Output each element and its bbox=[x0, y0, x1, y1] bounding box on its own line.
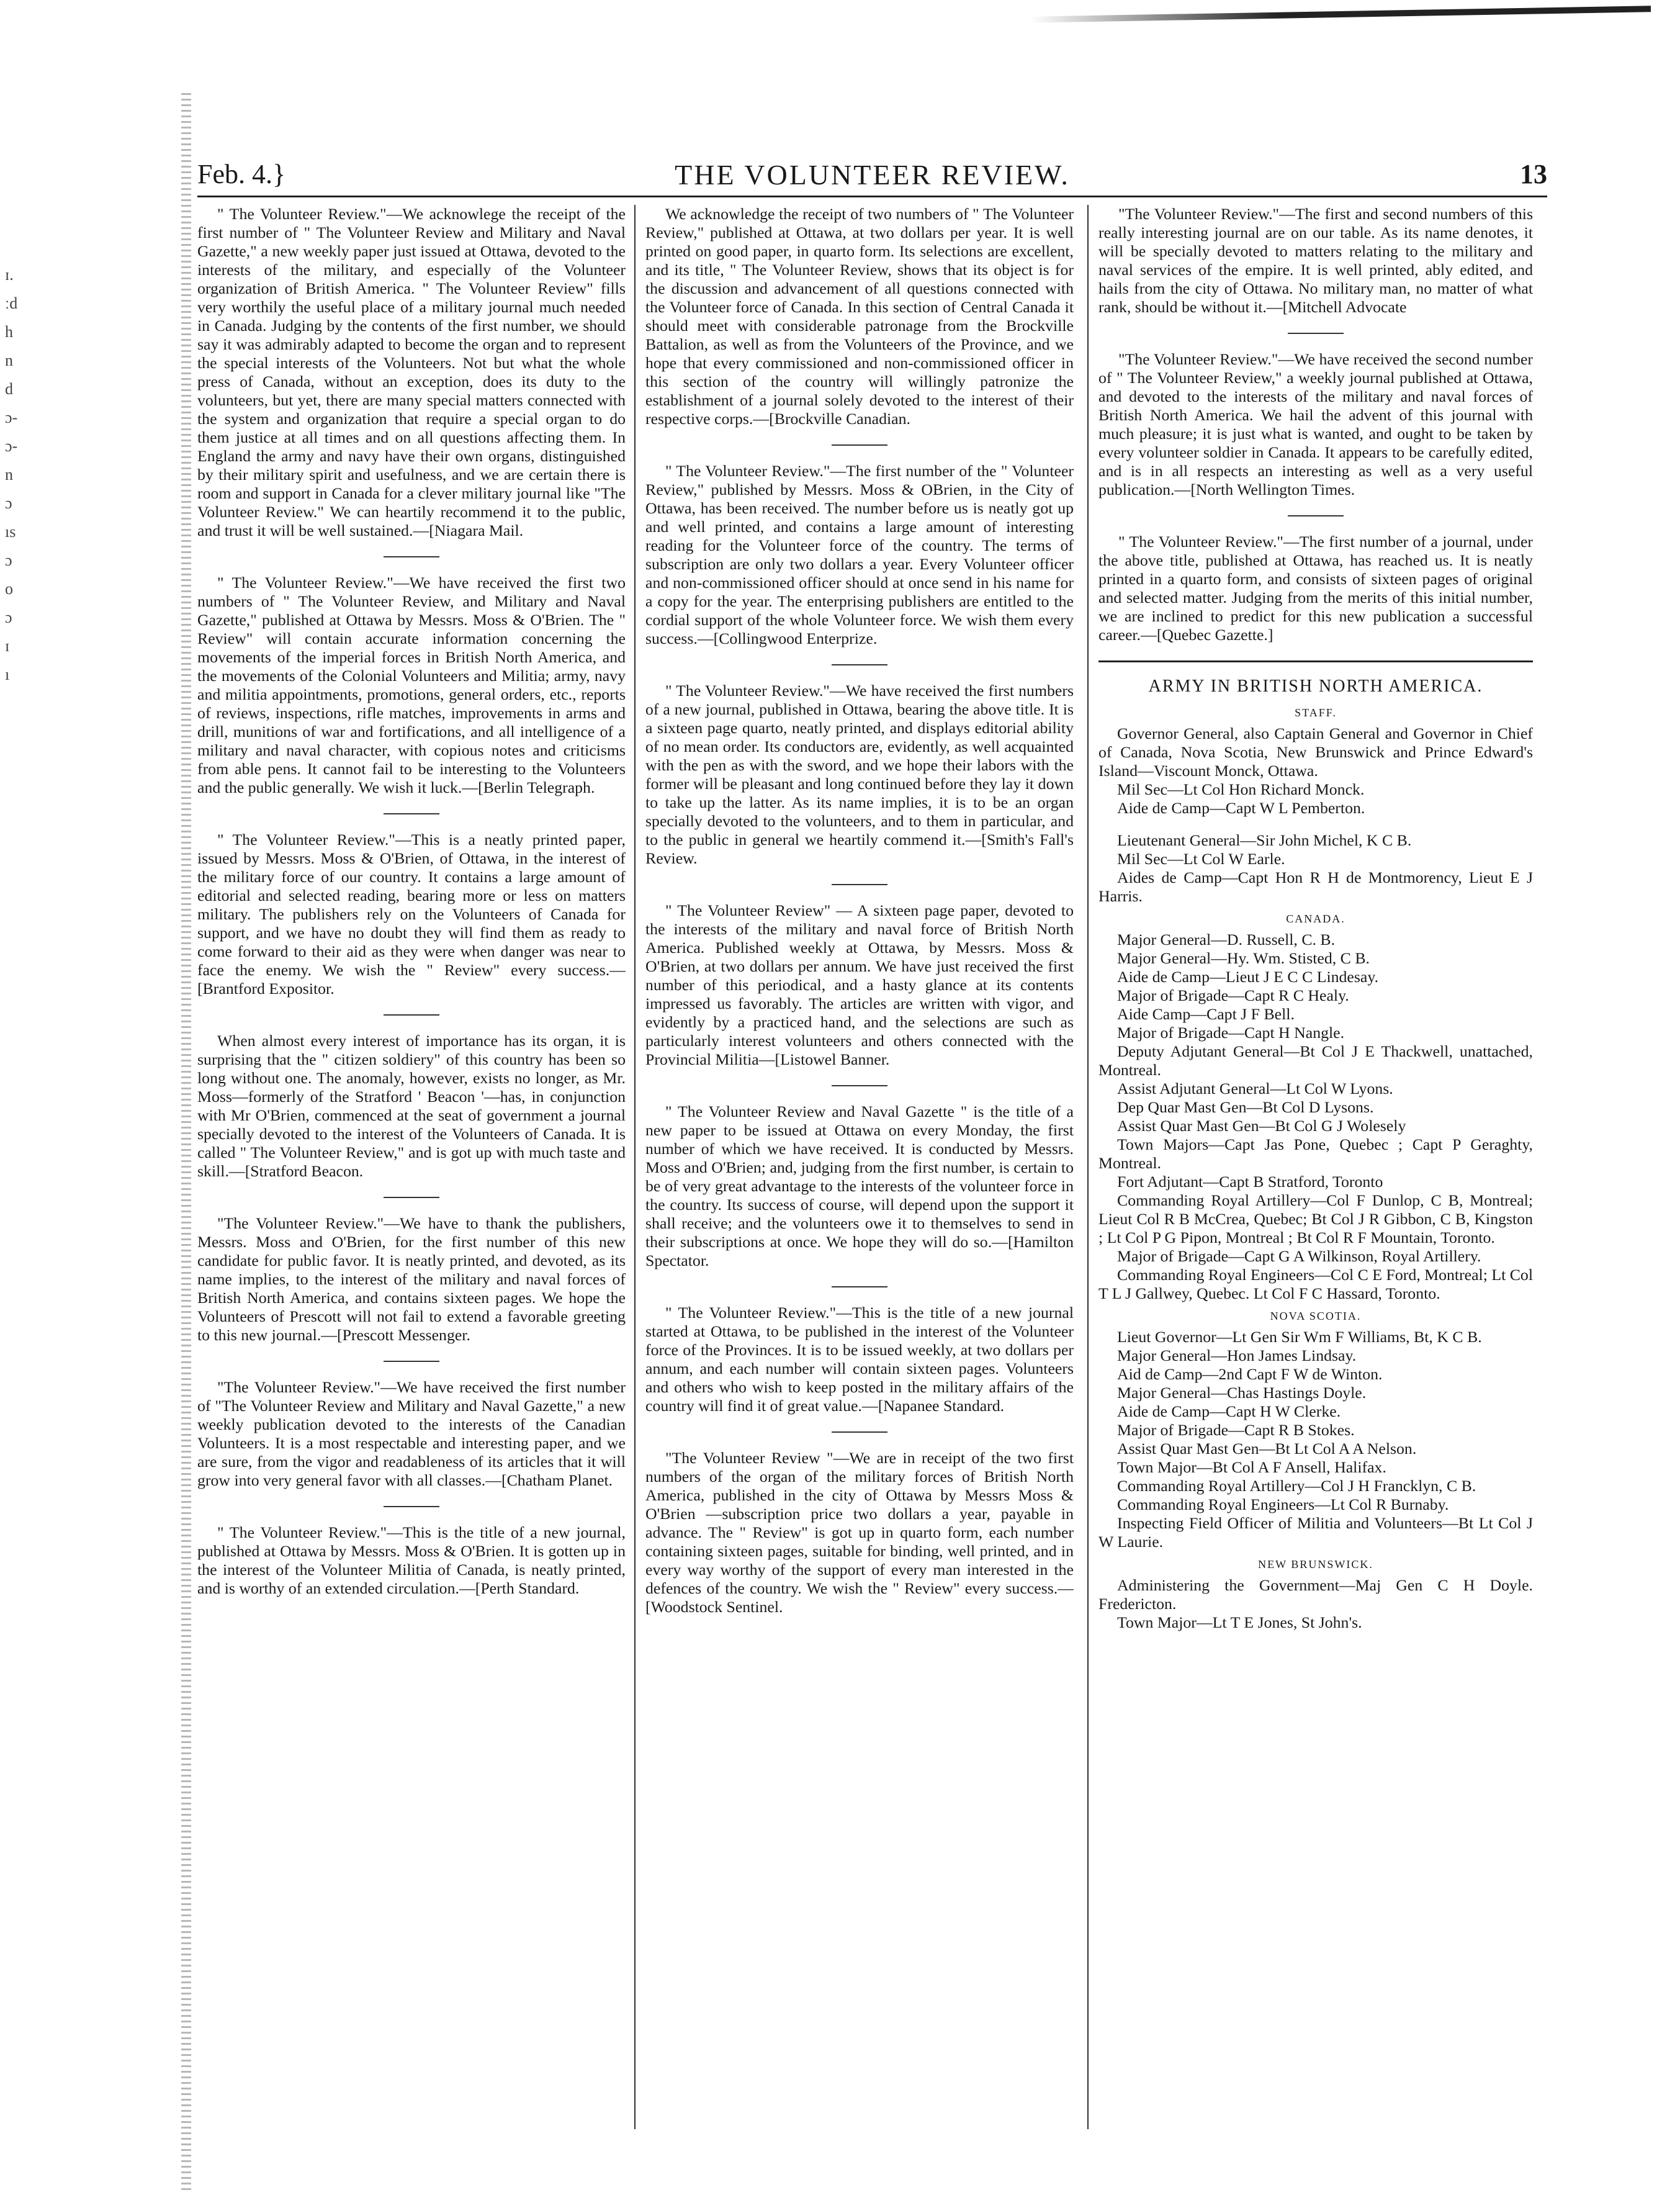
notice-separator bbox=[1288, 515, 1344, 516]
notice-paragraph bbox=[1098, 533, 1533, 644]
army-section-title: ARMY IN BRITISH NORTH AMERICA. bbox=[1148, 677, 1483, 696]
press-notice bbox=[645, 462, 1074, 648]
column-rule-2 bbox=[1087, 205, 1089, 2129]
margin-mark: ɪ. bbox=[5, 266, 14, 284]
column-one bbox=[197, 205, 626, 2148]
notice-separator bbox=[384, 556, 439, 557]
notice-paragraph bbox=[645, 1304, 1074, 1415]
notice-text: " The Volunteer Review."—This is a neatly printed paper, issued by Messrs. Moss & O'Brien, of Ottawa, in the interest of the military force of our country. It contains a large amount of editorial and selected reading, bearing more or less on matters military. The publishers rely on the Volunteers of Canada for support, and we have no doubt they will find them as ready to come forward to their aid as they were when danger was near to face the enemy. We wish the " Review" every success. bbox=[197, 831, 626, 979]
army-subheading: NEW BRUNSWICK. bbox=[1258, 1558, 1373, 1571]
margin-mark: ɔ bbox=[5, 494, 12, 512]
notice-source: —[Niagara Mail. bbox=[413, 521, 524, 539]
notice-text: We acknowledge the receipt of two numbers of " The Volunteer Review," published at Ottawa, at two dollars per year. It is well printed on good paper, in quarto form. Its selections are excellent, and its title, " The Volunteer Review, shows that its object is for the discussion and advancement of all questions connected with the Volunteer force of Canada. In this section of Central Canada it should meet with considerable patronage from the Brockville Battalion, as well as from the Volunteers of the Province, and we hope that every commissioned and non-commissioned officer in this section of the country will willingly patronize the establishment of a journal solely devoted to the interest of their respective corps. bbox=[645, 205, 1074, 428]
press-notice bbox=[197, 1378, 626, 1490]
notice-separator bbox=[832, 884, 887, 885]
army-entry: Aides de Camp—Capt Hon R H de Montmorency, Lieut E J Harris. bbox=[1098, 868, 1533, 905]
press-notice bbox=[1098, 205, 1533, 317]
notice-paragraph bbox=[197, 1378, 626, 1490]
army-entry: Assist Quar Mast Gen—Bt Col G J Wolesely bbox=[1117, 1117, 1406, 1135]
newspaper-title: THE VOLUNTEER REVIEW. bbox=[675, 159, 1070, 191]
army-entry: Commanding Royal Artillery—Col J H Francklyn, C B. bbox=[1117, 1477, 1476, 1495]
army-entry: Commanding Royal Artillery—Col F Dunlop, C B, Montreal; Lieut Col R B McCrea, Quebec; Bt Col J R Gibbon, C B, Kingston ; Lt Col P G Pipon, Montreal ; Bt Col R F Mountain, Toronto. bbox=[1098, 1191, 1533, 1246]
army-entry: Assist Quar Mast Gen—Bt Lt Col A A Nelson. bbox=[1117, 1440, 1417, 1458]
notice-text: " The Volunteer Review."—This is the title of a new journal started at Ottawa, to be published in the interest of the Volunteer force of the Provinces. It is to be issued weekly, at two dollars per annum, and each number will contain sixteen pages. Volunteers and others who wish to keep posted in the military affairs of the country will find it of great value. bbox=[645, 1304, 1074, 1415]
army-entry: Aide de Camp—Lieut J E C C Lindesay. bbox=[1117, 968, 1379, 986]
margin-mark: ı bbox=[5, 665, 10, 683]
margin-mark: n bbox=[5, 466, 13, 484]
left-margin-marks bbox=[5, 261, 30, 689]
page-number: 13 bbox=[1520, 159, 1547, 189]
notice-paragraph bbox=[1098, 205, 1533, 317]
press-notice bbox=[197, 831, 626, 998]
notice-paragraph bbox=[645, 205, 1074, 428]
army-entry: Major of Brigade—Capt H Nangle. bbox=[1117, 1024, 1345, 1042]
entry-gap bbox=[1098, 818, 1533, 831]
notice-paragraph bbox=[197, 1032, 626, 1181]
press-notice bbox=[1098, 350, 1533, 499]
page-header bbox=[197, 158, 1547, 197]
notice-source: —[Smith's Fall's Review. bbox=[645, 831, 1074, 867]
notice-text: " The Volunteer Review."—We have received the first numbers of a new journal, published in Ottawa, bearing the above title. It is a sixteen page quarto, neatly printed, and displays editorial ability of no mean order. Its conductors are, evidently, as well acquainted with the pen as with the sword, and we hope their labors with the former will be pleasant and long continued before they lay it down to take up the latter. As its name implies, it is to be an organ specially devoted to the volunteers, and to them in particular, and to the public in general we heartily commend it. bbox=[645, 682, 1074, 849]
notice-source: —[Napanee Standard. bbox=[861, 1397, 1005, 1415]
army-entry: Town Majors—Capt Jas Pone, Quebec ; Capt P Geraghty, Montreal. bbox=[1098, 1135, 1533, 1172]
army-subheading: CANADA. bbox=[1286, 913, 1345, 925]
army-entry: Major of Brigade—Capt R C Healy. bbox=[1117, 986, 1349, 1004]
army-entry: Fort Adjutant—Capt B Stratford, Toronto bbox=[1117, 1173, 1383, 1191]
notice-source: —[Woodstock Sentinel. bbox=[645, 1579, 1074, 1616]
notice-separator bbox=[384, 813, 439, 814]
army-entry: Town Major—Bt Col A F Ansell, Halifax. bbox=[1117, 1458, 1386, 1476]
press-notice bbox=[197, 205, 626, 540]
press-notice bbox=[645, 205, 1074, 428]
notice-separator bbox=[1288, 333, 1344, 334]
press-notice bbox=[197, 1032, 626, 1181]
issue-date: Feb. 4.} bbox=[197, 159, 286, 189]
notice-paragraph bbox=[645, 682, 1074, 868]
margin-mark: ɔ- bbox=[5, 408, 18, 426]
press-notice bbox=[197, 574, 626, 797]
notice-source: —[Hamilton Spectator. bbox=[645, 1233, 1074, 1269]
notice-source: —[Perth Standard. bbox=[459, 1579, 580, 1597]
notice-text: When almost every interest of importance has its organ, it is surprising that the " citizen soldiery" of this country has been so long without one. The anomaly, however, exists no longer, as Mr. Moss—formerly of the Stratford ' Beacon '—has, in conjunction with Mr O'Brien, commenced at the seat of government a journal specially devoted to the interest of the Volunteers of Canada. It is called " The Volunteer Review," and is got up with much taste and skill. bbox=[197, 1032, 626, 1180]
notice-text: " The Volunteer Review."—We have received the first two numbers of " The Volunteer Review, and Military and Naval Gazette," published at Ottawa by Messrs. Moss & O'Brien. The " Review" will contain accurate information concerning the movements of the imperial forces in British North America, and the movements of the Colonial Volunteers and Militia; army, navy and militia appointments, promotions, general orders, etc., reports of reviews, inspections, rifle matches, improvements in arms and drill, munitions of war and fortifications, and all intelligence of a military and naval character, with copious notes and criticisms from able pens. It cannot fail to be interesting to the Volunteers and the public generally. We wish it luck. bbox=[197, 574, 626, 796]
army-entry: Dep Quar Mast Gen—Bt Col D Lysons. bbox=[1117, 1098, 1374, 1116]
notice-text: "The Volunteer Review "—We are in receipt of the two first numbers of the organ of the military forces of British North America, published in the city of Ottawa by Messrs Moss & O'Brien —subscription price two dollars a year, payable in advance. The " Review" is got up in quarto form, each number containing sixteen pages, suitable for binding, well printed, and in every way worthy of the support of every man interested in the defences of the country. We wish the " Review" every success. bbox=[645, 1449, 1074, 1597]
notice-paragraph bbox=[197, 1523, 626, 1598]
notice-source: —[Chatham Planet. bbox=[485, 1471, 613, 1489]
notice-source: —[Quebec Gazette.] bbox=[1141, 626, 1273, 644]
print-smudge bbox=[1030, 6, 1651, 22]
notice-source: —[Listowel Banner. bbox=[758, 1050, 890, 1068]
notice-text: " The Volunteer Review."—The first number of a journal, under the above title, published at Ottawa, has reached us. It is neatly printed in a quarto form, and consists of sixteen pages of original and selected matter. Judging from the merits of this initial number, we are inclined to predict for this new publication a successful career. bbox=[1098, 533, 1533, 644]
press-notice bbox=[197, 1523, 626, 1598]
notice-source: —[Berlin Telegraph. bbox=[462, 778, 595, 796]
notice-text: "The Volunteer Review."—We have received the second number of " The Volunteer Review," a weekly journal published at Ottawa, and devoted to the interests of the military and naval forces of British North America. We hail the advent of this journal with much pleasure; it is just what is wanted, and ought to be taken by every volunteer soldier in Canada. It appears to be carefully edited, and is in all respects an interesting as well as a very useful publication. bbox=[1098, 350, 1533, 498]
army-entry: Major General—Hy. Wm. Stisted, C B. bbox=[1117, 949, 1370, 967]
notice-text: " The Volunteer Review."—We acknowlege the receipt of the first number of " The Volunteer Review and Military and Naval Gazette," a new weekly paper just issued at Ottawa, devoted to the interests of the military, and especially of the Volunteer organization of British America. " The Volunteer Review" fills very worthily the useful place of a military journal much needed in Canada. Judging by the contents of the first number, we should say it was admirably adapted to become the organ and to represent the special interests of the Volunteers. Not but what the whole press of Canada, without an exception, does its duty to the volunteers, but yet, there are many special matters connected with the system and organization that require a special organ to do them justice at all times and on all questions affecting them. In England the army and navy have their own organs, distinguished by their military spirit and usefulness, and we are certain there is room and support in Canada for a clever military journal like "The Volunteer Review." We can heartily recommend it to the public, and trust it will be well sustained. bbox=[197, 205, 626, 539]
army-entry: Mil Sec—Lt Col Hon Richard Monck. bbox=[1117, 780, 1365, 798]
notice-paragraph bbox=[645, 462, 1074, 648]
margin-mark: n bbox=[5, 351, 13, 369]
army-entry: Lieutenant General—Sir John Michel, K C B. bbox=[1117, 831, 1412, 849]
press-notice bbox=[197, 1214, 626, 1345]
column-rule-1 bbox=[634, 205, 636, 2129]
margin-mark: ɪ bbox=[5, 637, 10, 655]
notice-source: —[Stratford Beacon. bbox=[228, 1162, 364, 1180]
notice-source: —[Prescott Messenger. bbox=[321, 1326, 470, 1344]
press-notice bbox=[645, 901, 1074, 1069]
notice-separator bbox=[832, 1286, 887, 1287]
army-entry: Aid de Camp—2nd Capt F W de Winton. bbox=[1117, 1365, 1383, 1383]
margin-mark: ɔ bbox=[5, 608, 12, 626]
notice-source: —[Brantford Expositor. bbox=[197, 961, 626, 998]
notice-text: " The Volunteer Review" — A sixteen page paper, devoted to the interests of the military and naval force of British North America. Published weekly at Ottawa, by Messrs. Moss & O'Brien, at two dollars per annum. We have just received the first number of this periodical, and a hasty glance at its contents impressed us favorably. The articles are written with vigor, and evidently by a practiced hand, and the selections are such as particularly interest volunteers and others connected with the Provincial Militia bbox=[645, 901, 1074, 1068]
notice-separator bbox=[832, 1085, 887, 1086]
margin-mark: h bbox=[5, 323, 13, 341]
notice-paragraph bbox=[645, 1102, 1074, 1270]
army-entry: Aide de Camp—Capt H W Clerke. bbox=[1117, 1402, 1341, 1420]
notice-separator bbox=[832, 664, 887, 665]
notice-text: "The Volunteer Review."—We have received the first number of "The Volunteer Review and Military and Naval Gazette," a new weekly publication devoted to the interests of the Canadian Volunteers. It is a most respectable and interesting paper, and we are sure, from the vigor and readableness of its articles that it will grow into very general favor with all classes. bbox=[197, 1378, 626, 1489]
notice-source: —[Mitchell Advocate bbox=[1266, 298, 1407, 316]
army-entry: Major of Brigade—Capt G A Wilkinson, Royal Artillery. bbox=[1117, 1247, 1481, 1265]
army-entry: Major of Brigade—Capt R B Stokes. bbox=[1117, 1421, 1355, 1439]
army-subheading: STAFF. bbox=[1295, 706, 1337, 719]
notice-paragraph bbox=[645, 1449, 1074, 1616]
notice-separator bbox=[384, 1506, 439, 1507]
notice-text: " The Volunteer Review."—This is the title of a new journal, published at Ottawa by Messrs. Moss & O'Brien. It is gotten up in the interest of the Volunteer Militia of Canada, is neatly printed, and is worthy of an extended circulation. bbox=[197, 1523, 626, 1597]
notice-text: " The Volunteer Review."—The first number of the " Volunteer Review," published by Messrs. Moss & OBrien, in the City of Ottawa, has been received. The number before us is neatly got up and well printed, and contains a large amount of interesting reading for the Volunteer force of the country. The terms of subscription are only two dollars a year. Every Volunteer officer and non-commissioned officer should at once send in his name for a copy for the year. The enterprising publishers are entitled to the cordial support of the whole Volunteer force. We wish them every success. bbox=[645, 462, 1074, 647]
notice-paragraph bbox=[1098, 350, 1533, 499]
army-entry: Commanding Royal Engineers—Col C E Ford, Montreal; Lt Col T L J Gallwey, Quebec. Lt Col F C Hassard, Toronto. bbox=[1098, 1266, 1533, 1302]
army-entry: Administering the Government—Maj Gen C H Doyle. Fredericton. bbox=[1098, 1576, 1533, 1613]
press-notice bbox=[645, 682, 1074, 868]
army-entry: Deputy Adjutant General—Bt Col J E Thackwell, unattached, Montreal. bbox=[1098, 1042, 1533, 1079]
column-three bbox=[1098, 205, 1533, 2148]
notice-text: "The Volunteer Review."—We have to thank the publishers, Messrs. Moss and O'Brien, for the first number of this new candidate for public favor. It is neatly printed, and devoted, as its name implies, to the interest of the military and naval forces of British North America, and contains sixteen pages. We hope the Volunteers of Prescott will not fail to extend a favorable greeting to this new journal. bbox=[197, 1214, 626, 1344]
army-list bbox=[1098, 703, 1533, 1632]
army-entry: Aide de Camp—Capt W L Pemberton. bbox=[1117, 799, 1365, 817]
margin-mark: ɔ- bbox=[5, 437, 18, 455]
notice-paragraph bbox=[197, 1214, 626, 1345]
notice-separator bbox=[832, 1431, 887, 1433]
press-notice bbox=[645, 1449, 1074, 1616]
section-rule bbox=[1098, 660, 1533, 662]
army-entry: Commanding Royal Engineers—Lt Col R Burnaby. bbox=[1117, 1495, 1449, 1513]
margin-mark: ıs bbox=[5, 523, 16, 541]
notice-paragraph bbox=[197, 831, 626, 998]
notice-source: —[North Wellington Times. bbox=[1174, 480, 1355, 498]
column-two bbox=[645, 205, 1074, 2148]
army-entry: Assist Adjutant General—Lt Col W Lyons. bbox=[1117, 1079, 1393, 1098]
margin-mark: ɔ bbox=[5, 551, 12, 569]
notice-separator bbox=[384, 1361, 439, 1362]
army-entry: Aide Camp—Capt J F Bell. bbox=[1117, 1005, 1295, 1023]
army-subheading: NOVA SCOTIA. bbox=[1270, 1310, 1362, 1322]
army-entry: Town Major—Lt T E Jones, St John's. bbox=[1117, 1613, 1362, 1631]
press-notice bbox=[1098, 533, 1533, 644]
press-notice bbox=[645, 1304, 1074, 1415]
press-notice bbox=[645, 1102, 1074, 1270]
margin-mark: d bbox=[5, 380, 13, 398]
notice-paragraph bbox=[197, 574, 626, 797]
margin-mark: ːd bbox=[5, 294, 18, 312]
notice-text: "The Volunteer Review."—The first and second numbers of this really interesting journal are on our table. As its name denotes, it will be specially devoted to matters relating to the military and naval services of the empire. It is well printed, ably edited, and hails from the city of Ottawa. No military man, no matter of what rank, should be without it. bbox=[1098, 205, 1533, 316]
column-three-notices bbox=[1098, 205, 1533, 644]
army-entry: Major General—Hon James Lindsay. bbox=[1117, 1346, 1357, 1364]
margin-mark: o bbox=[5, 580, 13, 598]
notice-text: " The Volunteer Review and Naval Gazette " is the title of a new paper to be issued at Ottawa on every Monday, the first number of which we have received. It is conducted by Messrs. Moss and O'Brien; and, judging from the first number, is certain to be of very great advantage to the interests of the volunteer force in the country. Its success of course, will depend upon the support it shall receive; and the volunteers owe it to themselves to send in their subscriptions at once. We hope they will do so. bbox=[645, 1102, 1074, 1251]
binding-edge bbox=[181, 93, 191, 2191]
army-entry: Inspecting Field Officer of Militia and Volunteers—Bt Lt Col J W Laurie. bbox=[1098, 1514, 1533, 1551]
notice-paragraph bbox=[645, 901, 1074, 1069]
army-entry: Governor General, also Captain General and Governor in Chief of Canada, Nova Scotia, New Brunswick and Prince Edward's Island—Viscount Monck, Ottawa. bbox=[1098, 724, 1533, 780]
notice-separator bbox=[832, 444, 887, 446]
army-entry: Major General—D. Russell, C. B. bbox=[1117, 931, 1336, 949]
army-entry: Major General—Chas Hastings Doyle. bbox=[1117, 1384, 1367, 1402]
notice-separator bbox=[384, 1014, 439, 1016]
notice-paragraph bbox=[197, 205, 626, 540]
notice-source: —[Collingwood Enterprize. bbox=[697, 629, 878, 647]
army-entry: Lieut Governor—Lt Gen Sir Wm F Williams, Bt, K C B. bbox=[1117, 1328, 1482, 1346]
army-entry: Mil Sec—Lt Col W Earle. bbox=[1117, 850, 1285, 868]
notice-separator bbox=[384, 1197, 439, 1198]
notice-source: —[Brockville Canadian. bbox=[753, 410, 910, 428]
